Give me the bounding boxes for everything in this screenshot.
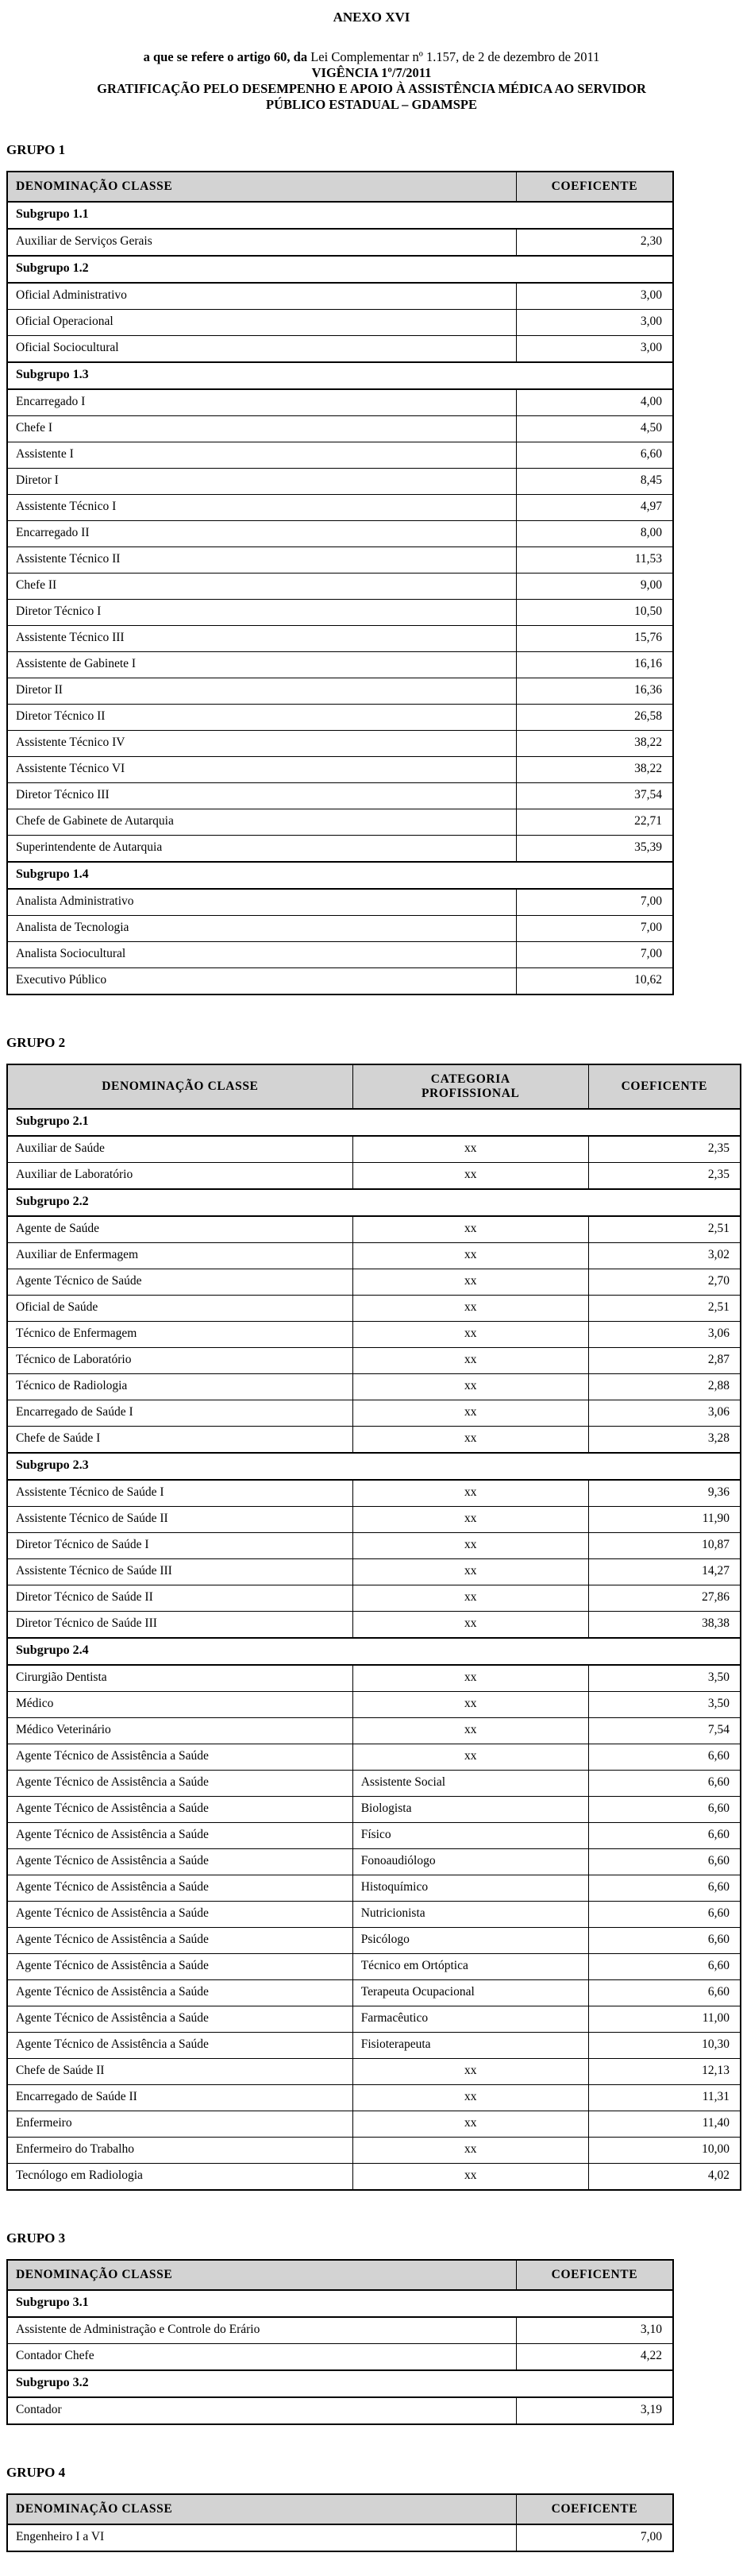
table-row — [7, 2032, 741, 2058]
cell-denominacao-classe: Executivo Público — [7, 967, 516, 994]
subgroup-label: Subgrupo 2.1 — [7, 1109, 741, 1136]
table-row — [7, 2111, 741, 2137]
cell-denominacao-classe: Chefe II — [7, 573, 516, 599]
document-title: ANEXO XVI — [333, 10, 410, 25]
cell-categoria-profissional: xx — [352, 1269, 588, 1295]
cell-coeficente: 6,60 — [588, 1796, 741, 1822]
cell-categoria-profissional: xx — [352, 1532, 588, 1558]
table-row — [7, 520, 673, 546]
cell-categoria-profissional: Assistente Social — [352, 1770, 588, 1796]
cell-denominacao-classe: Médico Veterinário — [7, 1717, 352, 1744]
group-heading-1: GRUPO 1 — [6, 141, 66, 157]
table-row — [7, 1558, 741, 1585]
cell-denominacao-classe: Contador — [7, 2397, 516, 2424]
cell-denominacao-classe: Chefe I — [7, 415, 516, 442]
table-row — [7, 573, 673, 599]
table-row — [7, 730, 673, 756]
cell-denominacao-classe: Chefe de Gabinete de Autarquia — [7, 809, 516, 835]
table-row — [7, 1691, 741, 1717]
cell-coeficente: 7,00 — [516, 941, 673, 967]
group-table-3 — [6, 2259, 674, 2425]
table-row — [7, 1611, 741, 1638]
column-header-denominacao: DENOMINAÇÃO CLASSE — [7, 2494, 516, 2524]
cell-coeficente: 3,00 — [516, 335, 673, 362]
cell-coeficente: 3,06 — [588, 1400, 741, 1426]
table-row — [7, 1532, 741, 1558]
group-heading-3: GRUPO 3 — [6, 2230, 66, 2246]
subgroup-label: Subgrupo 2.4 — [7, 1638, 741, 1665]
cell-coeficente: 22,71 — [516, 809, 673, 835]
table-row — [7, 1269, 741, 1295]
cell-denominacao-classe: Agente de Saúde — [7, 1216, 352, 1243]
cell-categoria-profissional: xx — [352, 1611, 588, 1638]
column-header-denominacao: DENOMINAÇÃO CLASSE — [7, 2260, 516, 2290]
cell-denominacao-classe: Tecnólogo em Radiologia — [7, 2163, 352, 2190]
cell-denominacao-classe: Oficial Administrativo — [7, 283, 516, 310]
cell-denominacao-classe: Encarregado de Saúde II — [7, 2084, 352, 2111]
subgroup-row — [7, 2290, 673, 2317]
table-row — [7, 389, 673, 416]
cell-denominacao-classe: Assistente Técnico de Saúde III — [7, 1558, 352, 1585]
cell-denominacao-classe: Chefe de Saúde I — [7, 1426, 352, 1453]
table-row — [7, 782, 673, 809]
table-header-row — [7, 172, 673, 202]
cell-coeficente: 2,51 — [588, 1295, 741, 1321]
column-header-denominacao: DENOMINAÇÃO CLASSE — [7, 1064, 352, 1109]
cell-categoria-profissional: xx — [352, 1136, 588, 1163]
cell-denominacao-classe: Agente Técnico de Assistência a Saúde — [7, 1953, 352, 1979]
table-row — [7, 309, 673, 335]
cell-categoria-profissional: xx — [352, 1665, 588, 1692]
cell-categoria-profissional: xx — [352, 1242, 588, 1269]
cell-categoria-profissional: xx — [352, 1347, 588, 1373]
cell-coeficente: 7,00 — [516, 2524, 673, 2551]
cell-denominacao-classe: Diretor Técnico II — [7, 704, 516, 730]
cell-coeficente: 6,60 — [588, 1822, 741, 1848]
cell-coeficente: 7,00 — [516, 889, 673, 916]
cell-categoria-profissional: xx — [352, 1295, 588, 1321]
cell-coeficente: 35,39 — [516, 835, 673, 862]
cell-coeficente: 6,60 — [588, 1875, 741, 1901]
cell-denominacao-classe: Enfermeiro — [7, 2111, 352, 2137]
cell-denominacao-classe: Diretor II — [7, 678, 516, 704]
cell-denominacao-classe: Assistente Técnico III — [7, 625, 516, 651]
subgroup-row — [7, 1453, 741, 1480]
cell-categoria-profissional: Histoquímico — [352, 1875, 588, 1901]
cell-coeficente: 8,45 — [516, 468, 673, 494]
cell-coeficente: 10,50 — [516, 599, 673, 625]
cell-denominacao-classe: Assistente Técnico VI — [7, 756, 516, 782]
table-row — [7, 1400, 741, 1426]
cell-denominacao-classe: Diretor Técnico de Saúde III — [7, 1611, 352, 1638]
cell-denominacao-classe: Auxiliar de Laboratório — [7, 1162, 352, 1189]
column-header-denominacao: DENOMINAÇÃO CLASSE — [7, 172, 516, 202]
cell-coeficente: 27,86 — [588, 1585, 741, 1611]
table-row — [7, 1822, 741, 1848]
table-row — [7, 335, 673, 362]
cell-coeficente: 8,00 — [516, 520, 673, 546]
groups-container — [6, 142, 737, 2552]
cell-coeficente: 2,51 — [588, 1216, 741, 1243]
cell-coeficente: 11,90 — [588, 1506, 741, 1532]
cell-categoria-profissional: xx — [352, 1480, 588, 1507]
table-row — [7, 1717, 741, 1744]
table-row — [7, 1426, 741, 1453]
cell-denominacao-classe: Agente Técnico de Assistência a Saúde — [7, 1901, 352, 1927]
cell-denominacao-classe: Assistente de Gabinete I — [7, 651, 516, 678]
table-row — [7, 2163, 741, 2190]
table-row — [7, 1321, 741, 1347]
cell-denominacao-classe: Técnico de Radiologia — [7, 1373, 352, 1400]
cell-categoria-profissional: xx — [352, 1506, 588, 1532]
cell-coeficente: 10,30 — [588, 2032, 741, 2058]
cell-coeficente: 6,60 — [588, 1848, 741, 1875]
table-row — [7, 1480, 741, 1507]
table-row — [7, 1796, 741, 1822]
cell-categoria-profissional: xx — [352, 1373, 588, 1400]
table-row — [7, 1979, 741, 2006]
cell-denominacao-classe: Técnico de Laboratório — [7, 1347, 352, 1373]
cell-coeficente: 4,22 — [516, 2343, 673, 2370]
document-subtitle-block — [6, 49, 737, 114]
subgroup-label: Subgrupo 2.2 — [7, 1189, 741, 1216]
subgroup-label: Subgrupo 3.1 — [7, 2290, 673, 2317]
table-row — [7, 651, 673, 678]
cell-coeficente: 3,10 — [516, 2317, 673, 2344]
cell-denominacao-classe: Assistente I — [7, 442, 516, 468]
cell-coeficente: 14,27 — [588, 1558, 741, 1585]
group-heading-2: GRUPO 2 — [6, 1034, 66, 1050]
group-table-1 — [6, 171, 674, 995]
column-header-coeficente: COEFICENTE — [516, 172, 673, 202]
subgroup-label: Subgrupo 3.2 — [7, 2370, 673, 2397]
cell-coeficente: 38,22 — [516, 730, 673, 756]
cell-denominacao-classe: Encarregado de Saúde I — [7, 1400, 352, 1426]
cell-coeficente: 2,88 — [588, 1373, 741, 1400]
table-row — [7, 1242, 741, 1269]
cell-denominacao-classe: Agente Técnico de Assistência a Saúde — [7, 1822, 352, 1848]
table-row — [7, 494, 673, 520]
cell-categoria-profissional: Fonoaudiólogo — [352, 1848, 588, 1875]
column-header-coeficente: COEFICENTE — [516, 2494, 673, 2524]
subgroup-label: Subgrupo 1.2 — [7, 256, 673, 283]
table-row — [7, 442, 673, 468]
cell-denominacao-classe: Encarregado I — [7, 389, 516, 416]
table-row — [7, 546, 673, 573]
table-row — [7, 1216, 741, 1243]
table-row — [7, 1506, 741, 1532]
table-row — [7, 2006, 741, 2032]
table-row — [7, 1162, 741, 1189]
vigencia-line: VIGÊNCIA 1º/7/2011 — [311, 65, 432, 81]
cell-denominacao-classe: Assistente Técnico de Saúde II — [7, 1506, 352, 1532]
cell-coeficente: 3,00 — [516, 309, 673, 335]
cell-denominacao-classe: Engenheiro I a VI — [7, 2524, 516, 2551]
subtitle-line — [6, 49, 737, 65]
cell-denominacao-classe: Agente Técnico de Assistência a Saúde — [7, 1848, 352, 1875]
table-row — [7, 625, 673, 651]
cell-denominacao-classe: Cirurgião Dentista — [7, 1665, 352, 1692]
cell-coeficente: 15,76 — [516, 625, 673, 651]
cell-coeficente: 11,31 — [588, 2084, 741, 2111]
cell-denominacao-classe: Diretor Técnico de Saúde II — [7, 1585, 352, 1611]
table-row — [7, 2084, 741, 2111]
cell-denominacao-classe: Médico — [7, 1691, 352, 1717]
cell-denominacao-classe: Contador Chefe — [7, 2343, 516, 2370]
table-header-row — [7, 2260, 673, 2290]
table-row — [7, 756, 673, 782]
cell-coeficente: 4,02 — [588, 2163, 741, 2190]
table-row — [7, 2317, 673, 2344]
cell-categoria-profissional: xx — [352, 1744, 588, 1770]
cell-coeficente: 38,22 — [516, 756, 673, 782]
cell-coeficente: 2,35 — [588, 1162, 741, 1189]
cell-coeficente: 3,50 — [588, 1691, 741, 1717]
table-row — [7, 2343, 673, 2370]
cell-denominacao-classe: Assistente Técnico I — [7, 494, 516, 520]
cell-denominacao-classe: Agente Técnico de Assistência a Saúde — [7, 1927, 352, 1953]
cell-coeficente: 6,60 — [588, 1953, 741, 1979]
cell-coeficente: 16,36 — [516, 678, 673, 704]
cell-coeficente: 38,38 — [588, 1611, 741, 1638]
cell-coeficente: 10,62 — [516, 967, 673, 994]
cell-denominacao-classe: Assistente de Administração e Controle do Erário — [7, 2317, 516, 2344]
subgroup-label: Subgrupo 1.3 — [7, 362, 673, 389]
cell-denominacao-classe: Técnico de Enfermagem — [7, 1321, 352, 1347]
cell-denominacao-classe: Oficial de Saúde — [7, 1295, 352, 1321]
table-header-row — [7, 1064, 741, 1109]
table-row — [7, 229, 673, 256]
table-row — [7, 889, 673, 916]
cell-categoria-profissional: xx — [352, 1400, 588, 1426]
table-row — [7, 415, 673, 442]
cell-denominacao-classe: Auxiliar de Enfermagem — [7, 1242, 352, 1269]
cell-coeficente: 2,35 — [588, 1136, 741, 1163]
cell-categoria-profissional: xx — [352, 1321, 588, 1347]
cell-denominacao-classe: Diretor I — [7, 468, 516, 494]
cell-denominacao-classe: Diretor Técnico I — [7, 599, 516, 625]
group-table-4 — [6, 2493, 674, 2552]
cell-coeficente: 11,00 — [588, 2006, 741, 2032]
subgroup-row — [7, 202, 673, 229]
cell-denominacao-classe: Diretor Técnico de Saúde I — [7, 1532, 352, 1558]
table-row — [7, 967, 673, 994]
cell-denominacao-classe: Agente Técnico de Assistência a Saúde — [7, 2006, 352, 2032]
cell-coeficente: 6,60 — [588, 1901, 741, 1927]
cell-categoria-profissional: xx — [352, 1558, 588, 1585]
cell-categoria-profissional: xx — [352, 1426, 588, 1453]
table-row — [7, 1136, 741, 1163]
cell-coeficente: 2,30 — [516, 229, 673, 256]
table-row — [7, 283, 673, 310]
cell-coeficente: 9,36 — [588, 1480, 741, 1507]
cell-denominacao-classe: Assistente Técnico de Saúde I — [7, 1480, 352, 1507]
table-row — [7, 2397, 673, 2424]
cell-categoria-profissional: xx — [352, 2111, 588, 2137]
cell-categoria-profissional: xx — [352, 2084, 588, 2111]
cell-coeficente: 37,54 — [516, 782, 673, 809]
cell-denominacao-classe: Auxiliar de Serviços Gerais — [7, 229, 516, 256]
cell-coeficente: 6,60 — [516, 442, 673, 468]
cell-denominacao-classe: Agente Técnico de Assistência a Saúde — [7, 1744, 352, 1770]
table-row — [7, 941, 673, 967]
cell-coeficente: 3,02 — [588, 1242, 741, 1269]
law-title-line2: PÚBLICO ESTADUAL – GDAMSPE — [265, 97, 478, 113]
cell-coeficente: 12,13 — [588, 2058, 741, 2084]
cell-categoria-profissional: xx — [352, 1585, 588, 1611]
table-row — [7, 1848, 741, 1875]
cell-denominacao-classe: Agente Técnico de Saúde — [7, 1269, 352, 1295]
subgroup-label: Subgrupo 1.1 — [7, 202, 673, 229]
table-row — [7, 809, 673, 835]
cell-categoria-profissional: Farmacêutico — [352, 2006, 588, 2032]
cell-coeficente: 16,16 — [516, 651, 673, 678]
cell-denominacao-classe: Agente Técnico de Assistência a Saúde — [7, 1770, 352, 1796]
cell-coeficente: 4,00 — [516, 389, 673, 416]
cell-denominacao-classe: Assistente Técnico II — [7, 546, 516, 573]
cell-denominacao-classe: Chefe de Saúde II — [7, 2058, 352, 2084]
cell-coeficente: 11,53 — [516, 546, 673, 573]
cell-coeficente: 3,00 — [516, 283, 673, 310]
table-header-row — [7, 2494, 673, 2524]
cell-coeficente: 26,58 — [516, 704, 673, 730]
cell-categoria-profissional: xx — [352, 1216, 588, 1243]
subgroup-row — [7, 256, 673, 283]
cell-denominacao-classe: Assistente Técnico IV — [7, 730, 516, 756]
subgroup-label: Subgrupo 2.3 — [7, 1453, 741, 1480]
cell-coeficente: 6,60 — [588, 1979, 741, 2006]
column-header-coeficente: COEFICENTE — [588, 1064, 741, 1109]
cell-categoria-profissional: xx — [352, 2058, 588, 2084]
cell-coeficente: 11,40 — [588, 2111, 741, 2137]
table-row — [7, 1953, 741, 1979]
cell-coeficente: 6,60 — [588, 1744, 741, 1770]
cell-coeficente: 3,50 — [588, 1665, 741, 1692]
subgroup-row — [7, 1189, 741, 1216]
cell-categoria-profissional: Biologista — [352, 1796, 588, 1822]
table-row — [7, 704, 673, 730]
subgroup-label: Subgrupo 1.4 — [7, 862, 673, 889]
cell-categoria-profissional: Fisioterapeuta — [352, 2032, 588, 2058]
cell-coeficente: 3,06 — [588, 1321, 741, 1347]
cell-denominacao-classe: Agente Técnico de Assistência a Saúde — [7, 1875, 352, 1901]
column-header-coeficente: COEFICENTE — [516, 2260, 673, 2290]
cell-denominacao-classe: Superintendente de Autarquia — [7, 835, 516, 862]
cell-coeficente: 7,54 — [588, 1717, 741, 1744]
table-row — [7, 1585, 741, 1611]
table-row — [7, 2058, 741, 2084]
cell-coeficente: 10,87 — [588, 1532, 741, 1558]
cell-coeficente: 3,28 — [588, 1426, 741, 1453]
cell-categoria-profissional: xx — [352, 1691, 588, 1717]
cell-coeficente: 6,60 — [588, 1770, 741, 1796]
subgroup-row — [7, 1638, 741, 1665]
cell-coeficente: 2,87 — [588, 1347, 741, 1373]
table-row — [7, 1927, 741, 1953]
subgroup-row — [7, 362, 673, 389]
table-row — [7, 1744, 741, 1770]
table-row — [7, 915, 673, 941]
subgroup-row — [7, 2370, 673, 2397]
subtitle-reference-bold: a que se refere o artigo 60, da — [143, 49, 308, 64]
cell-categoria-profissional: xx — [352, 1717, 588, 1744]
table-row — [7, 1770, 741, 1796]
table-row — [7, 835, 673, 862]
cell-categoria-profissional: Terapeuta Ocupacional — [352, 1979, 588, 2006]
cell-categoria-profissional: Nutricionista — [352, 1901, 588, 1927]
cell-coeficente: 10,00 — [588, 2137, 741, 2163]
cell-denominacao-classe: Agente Técnico de Assistência a Saúde — [7, 2032, 352, 2058]
cell-denominacao-classe: Agente Técnico de Assistência a Saúde — [7, 1796, 352, 1822]
cell-coeficente: 3,19 — [516, 2397, 673, 2424]
group-heading-4: GRUPO 4 — [6, 2464, 66, 2480]
cell-coeficente: 2,70 — [588, 1269, 741, 1295]
cell-categoria-profissional: Técnico em Ortóptica — [352, 1953, 588, 1979]
cell-denominacao-classe: Oficial Operacional — [7, 309, 516, 335]
cell-categoria-profissional: Psicólogo — [352, 1927, 588, 1953]
law-title-line1: GRATIFICAÇÃO PELO DESEMPENHO E APOIO À ASSISTÊNCIA MÉDICA AO SERVIDOR — [97, 81, 646, 97]
cell-denominacao-classe: Agente Técnico de Assistência a Saúde — [7, 1979, 352, 2006]
table-row — [7, 2524, 673, 2551]
cell-denominacao-classe: Analista Sociocultural — [7, 941, 516, 967]
table-row — [7, 1347, 741, 1373]
cell-coeficente: 9,00 — [516, 573, 673, 599]
subgroup-row — [7, 862, 673, 889]
cell-categoria-profissional: xx — [352, 1162, 588, 1189]
column-header-categoria: CATEGORIA PROFISSIONAL — [352, 1064, 588, 1109]
cell-coeficente: 4,50 — [516, 415, 673, 442]
table-row — [7, 1665, 741, 1692]
cell-denominacao-classe: Auxiliar de Saúde — [7, 1136, 352, 1163]
cell-coeficente: 4,97 — [516, 494, 673, 520]
cell-denominacao-classe: Oficial Sociocultural — [7, 335, 516, 362]
table-row — [7, 1373, 741, 1400]
cell-denominacao-classe: Diretor Técnico III — [7, 782, 516, 809]
cell-denominacao-classe: Encarregado II — [7, 520, 516, 546]
cell-coeficente: 7,00 — [516, 915, 673, 941]
cell-categoria-profissional: xx — [352, 2137, 588, 2163]
subgroup-row — [7, 1109, 741, 1136]
group-table-2 — [6, 1064, 741, 2191]
cell-denominacao-classe: Analista Administrativo — [7, 889, 516, 916]
table-row — [7, 1901, 741, 1927]
cell-categoria-profissional: xx — [352, 2163, 588, 2190]
table-row — [7, 468, 673, 494]
cell-denominacao-classe: Enfermeiro do Trabalho — [7, 2137, 352, 2163]
subtitle-reference-rest: Lei Complementar nº 1.157, de 2 de dezembro de 2011 — [307, 49, 600, 64]
cell-categoria-profissional: Físico — [352, 1822, 588, 1848]
table-row — [7, 1295, 741, 1321]
table-row — [7, 2137, 741, 2163]
table-row — [7, 678, 673, 704]
cell-coeficente: 6,60 — [588, 1927, 741, 1953]
cell-denominacao-classe: Analista de Tecnologia — [7, 915, 516, 941]
table-row — [7, 599, 673, 625]
table-row — [7, 1875, 741, 1901]
